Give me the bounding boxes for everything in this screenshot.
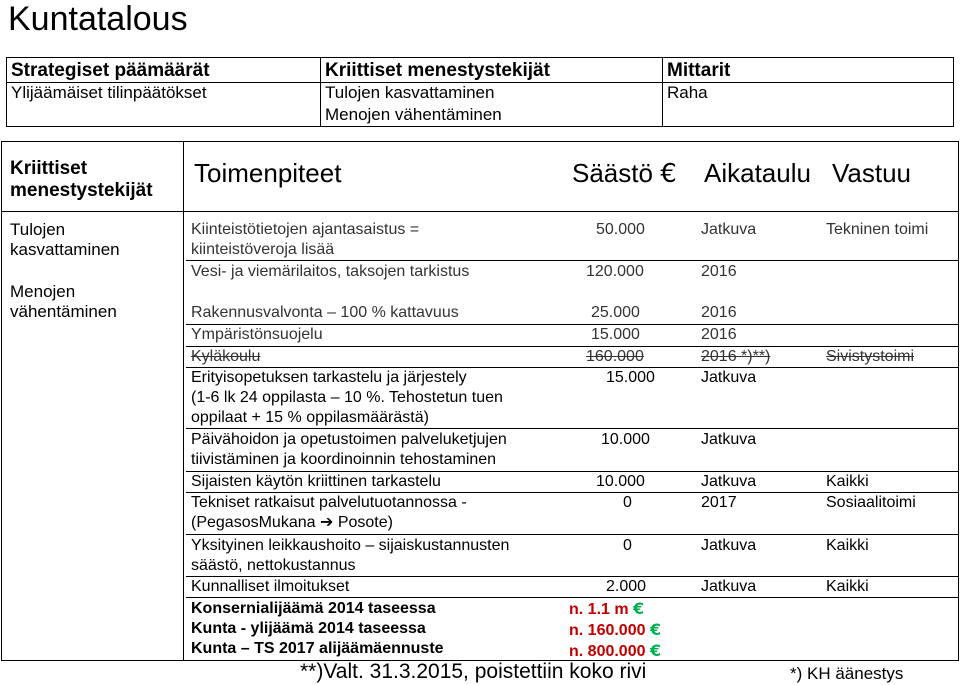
left-header-line: Kriittiset (10, 158, 88, 179)
action-line: Erityisopetuksen tarkastelu ja järjestely (191, 369, 467, 386)
euro-icon: € (633, 599, 645, 618)
responsible-value: Kaikki (826, 537, 869, 554)
summary-amount: n. 160.000 (569, 622, 646, 639)
euro-icon: € (649, 620, 662, 639)
summary-value (569, 620, 661, 641)
action-line: säästö, nettokustannus (191, 557, 356, 574)
savings-value: 0 (623, 494, 632, 511)
header-responsible: Vastuu (832, 158, 912, 188)
left-header-line: menestystekijät (10, 180, 153, 201)
action-line: kiinteistöveroja lisää (191, 241, 335, 258)
header-actions: Toimenpiteet (194, 158, 342, 188)
action-text: Kyläkoulu (191, 348, 261, 365)
responsible-value: Kaikki (826, 473, 869, 490)
action-text: Rakennusvalvonta – 100 % kattavuus (191, 304, 459, 321)
action-line (191, 513, 566, 533)
category-line: vähentäminen (10, 302, 117, 321)
header-savings (572, 158, 677, 189)
action-text (191, 220, 566, 260)
category-expenses (10, 282, 117, 322)
responsible-value: Tekninen toimi (826, 221, 929, 238)
footnote-removed-row: **)Valt. 31.3.2015, poistettiin koko rivi (300, 660, 647, 683)
schedule-value: 2017 (701, 494, 737, 511)
page-title: Kuntatalous (8, 0, 188, 38)
schedule-value: 2016 (701, 263, 737, 280)
schedule-value: 2016 *)**) (701, 348, 771, 365)
savings-value: 0 (623, 537, 632, 554)
summary-label: Kunta - ylijäämä 2014 taseessa (191, 620, 426, 637)
action-line: Yksityinen leikkaushoito – sijaiskustannusten (191, 537, 510, 554)
action-line: (1-6 lk 24 oppilasta – 10 %. Tehostetun tuen (191, 389, 503, 406)
responsible-value: Sosiaalitoimi (826, 494, 916, 511)
action-line: Tekniset ratkaisut palvelutuotannossa - (191, 494, 467, 511)
schedule-value: Jatkuva (701, 578, 757, 595)
summary-label: Konsernialijäämä 2014 taseessa (191, 600, 436, 617)
table-row (186, 368, 958, 430)
strategy-table-header-row (7, 58, 954, 83)
responsible-value: Kaikki (826, 578, 869, 595)
euro-icon: € (660, 159, 677, 189)
table-cell (663, 105, 954, 127)
schedule-value: Jatkuva (701, 221, 757, 238)
action-text (191, 493, 566, 533)
action-text: Ympäristönsuojelu (191, 326, 323, 343)
table-row (186, 430, 958, 472)
savings-value: 50.000 (596, 221, 645, 238)
action-text (191, 430, 591, 470)
schedule-value: Jatkuva (701, 537, 757, 554)
action-text: Vesi- ja viemärilaitos, taksojen tarkistus (191, 263, 470, 280)
table-row (186, 536, 958, 578)
column-divider (183, 142, 184, 660)
row-divider (186, 260, 958, 261)
category-revenue (10, 220, 120, 260)
action-part: (PegasosMukana (191, 514, 316, 531)
action-text (191, 536, 566, 576)
category-line: Menojen (10, 282, 76, 301)
strategy-table (6, 57, 954, 127)
summary-value (569, 641, 661, 662)
table-row (186, 220, 958, 260)
savings-value: 10.000 (601, 431, 650, 448)
action-line: Kiinteistötietojen ajantasaistus = (191, 221, 420, 238)
table-cell: Tulojen kasvattaminen (321, 83, 663, 105)
responsible-value: Sivistystoimi (826, 348, 915, 365)
summary-labels (191, 599, 566, 659)
summary-values (569, 599, 661, 662)
savings-value: 15.000 (606, 369, 655, 386)
table-cell: Menojen vähentäminen (321, 105, 663, 127)
action-line: oppilaat + 15 % oppilasmäärästä) (191, 409, 429, 426)
schedule-value: Jatkuva (701, 369, 757, 386)
savings-value: 120.000 (586, 263, 644, 280)
savings-value: 160.000 (586, 348, 644, 365)
table-cell: Ylijäämäiset tilinpäätökset (7, 83, 321, 105)
euro-icon: € (649, 641, 662, 660)
header-divider (2, 211, 958, 212)
row-divider (186, 534, 958, 535)
category-line: kasvattaminen (10, 240, 120, 259)
summary-block (186, 599, 958, 661)
footnote-vote: *) KH äänestys (790, 664, 904, 683)
header-strategic-goals: Strategiset päämäärät (7, 58, 321, 83)
summary-amount: n. 1.1 m (569, 601, 629, 618)
table-row (7, 105, 954, 127)
action-line: tiivistäminen ja koordinoinnin tehostaminen (191, 451, 497, 468)
action-text (191, 368, 591, 428)
savings-value: 15.000 (591, 326, 640, 343)
schedule-value: 2016 (701, 304, 737, 321)
summary-value (569, 599, 661, 620)
arrow-right-icon: ➔ (319, 514, 334, 531)
schedule-value: 2016 (701, 326, 737, 343)
row-divider (186, 428, 958, 429)
table-cell (7, 105, 321, 127)
savings-value: 10.000 (596, 473, 645, 490)
header-savings-label: Säästö (572, 158, 653, 188)
action-text: Sijaisten käytön kriittinen tarkastelu (191, 473, 441, 490)
action-part: Posote) (337, 514, 393, 531)
header-metrics: Mittarit (663, 58, 954, 83)
schedule-value: Jatkuva (701, 431, 757, 448)
summary-amount: n. 800.000 (569, 643, 646, 660)
header-schedule: Aikataulu (704, 158, 811, 188)
savings-value: 2.000 (606, 578, 647, 595)
schedule-value: Jatkuva (701, 473, 757, 490)
table-row (186, 493, 958, 535)
summary-label: Kunta – TS 2017 alijäämäennuste (191, 640, 444, 657)
table-cell: Raha (663, 83, 954, 105)
left-column-header (10, 158, 153, 202)
action-text: Kunnalliset ilmoitukset (191, 578, 350, 595)
row-divider (186, 597, 958, 598)
category-line: Tulojen (10, 220, 66, 239)
header-critical-factors: Kriittiset menestystekijät (321, 58, 663, 83)
table-row (7, 83, 954, 105)
savings-value: 25.000 (591, 304, 640, 321)
action-line: Päivähoidon ja opetustoimen palveluketjujen (191, 431, 507, 448)
